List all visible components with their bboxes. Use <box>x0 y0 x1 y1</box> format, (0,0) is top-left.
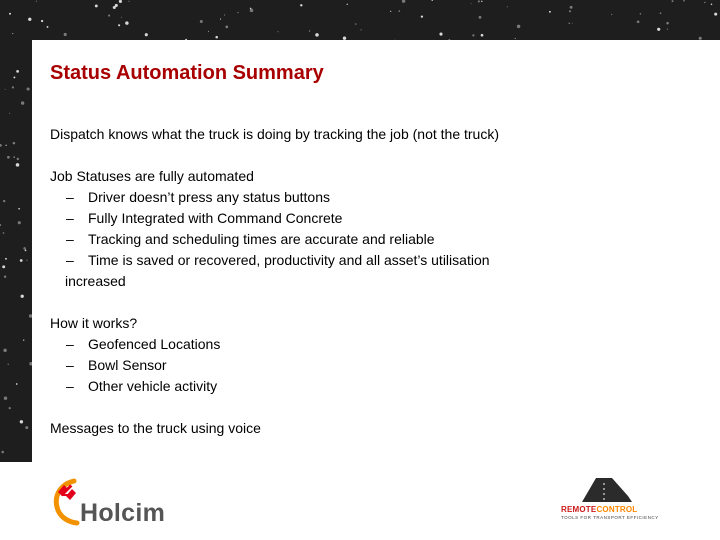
speckle <box>26 260 27 261</box>
speckle <box>28 18 31 21</box>
bullet-text: Geofenced Locations <box>88 336 221 352</box>
speckle <box>432 0 433 1</box>
bullet-dash: – <box>66 210 74 226</box>
remote-word: REMOTE <box>561 505 597 514</box>
speckle <box>238 12 239 13</box>
speckle <box>471 3 472 4</box>
bullet-item <box>50 376 650 397</box>
speckle <box>25 426 28 429</box>
speckle <box>5 258 7 260</box>
speckle <box>64 33 67 36</box>
speckle <box>200 20 203 23</box>
speckle <box>569 10 571 12</box>
speckle <box>9 13 11 15</box>
statuses-section <box>50 166 650 292</box>
speckle <box>472 34 474 36</box>
speckle <box>361 29 362 30</box>
speckle <box>129 1 130 2</box>
speckle <box>17 158 19 160</box>
speckle <box>660 12 662 14</box>
speckle <box>3 232 5 234</box>
speckle <box>704 2 705 3</box>
speckle <box>572 23 573 24</box>
bullet-item <box>50 355 650 376</box>
speckle <box>20 259 23 262</box>
speckle <box>16 70 19 73</box>
speckle <box>16 163 20 167</box>
bullet-text: Fully Integrated with Command Concrete <box>88 210 343 226</box>
speckle <box>507 6 508 7</box>
control-word: CONTROL <box>596 505 638 514</box>
speckle <box>9 407 11 409</box>
speckle <box>683 0 685 2</box>
speckle <box>5 89 6 90</box>
speckle <box>1 451 4 454</box>
speckle <box>36 1 37 2</box>
speckle <box>13 76 15 78</box>
bullet-item <box>50 250 650 271</box>
speckle <box>95 4 98 7</box>
speckle <box>108 15 110 17</box>
slide-body <box>50 124 650 460</box>
speckle <box>125 21 128 24</box>
speckle <box>3 200 5 202</box>
speckle <box>657 28 660 31</box>
speckle <box>478 0 480 2</box>
speckle <box>300 4 302 6</box>
speckle <box>4 396 7 399</box>
speckle <box>8 364 9 365</box>
speckle <box>20 420 23 423</box>
speckle <box>23 339 24 340</box>
speckle <box>215 36 218 39</box>
speckle <box>517 25 521 29</box>
speckle <box>121 17 122 18</box>
speckle <box>479 16 482 19</box>
speckle <box>2 265 5 268</box>
speckle <box>5 145 6 146</box>
speckle <box>309 30 310 31</box>
bullet-item <box>50 229 650 250</box>
speckle <box>711 3 713 5</box>
speckle <box>347 4 348 5</box>
bullet-text: Tracking and scheduling times are accurate and reliable <box>88 231 435 247</box>
speckle <box>208 31 209 32</box>
bullet-text: Driver doesn’t press any status buttons <box>88 189 331 205</box>
slide-title: Status Automation Summary <box>50 62 324 84</box>
messages-line: Messages to the truck using voice <box>50 420 261 436</box>
holcim-logo-orange-arc <box>56 481 77 523</box>
speckle <box>225 26 228 29</box>
speckle <box>421 15 423 17</box>
bullet-dash: – <box>66 378 74 394</box>
speckle <box>18 221 21 224</box>
bullet-text: Other vehicle activity <box>88 378 218 394</box>
speckle <box>672 0 674 2</box>
speckle <box>315 33 319 37</box>
speckle <box>3 349 6 352</box>
speckle <box>18 208 20 210</box>
speckle <box>0 224 1 226</box>
speckle <box>4 275 6 277</box>
speckle <box>0 144 2 147</box>
speckle <box>9 113 10 114</box>
speckle <box>515 38 516 39</box>
speckle <box>355 23 357 25</box>
speckle <box>611 14 612 15</box>
speckle <box>21 101 24 104</box>
how-section <box>50 313 650 397</box>
road-shape <box>582 478 632 502</box>
bullet-text: Bowl Sensor <box>88 357 167 373</box>
bullet-dash: – <box>66 189 74 205</box>
bullet-dash: – <box>66 357 74 373</box>
speckle <box>23 247 26 250</box>
speckle <box>667 29 668 30</box>
how-heading: How it works? <box>50 315 138 331</box>
bullet-text: Time is saved or recovered, productivity and all asset’s utilisation <box>88 252 490 268</box>
holcim-wordmark: Holcim <box>80 499 166 527</box>
speckle <box>115 4 118 7</box>
speckle <box>145 33 148 36</box>
speckle <box>12 33 13 34</box>
speckle <box>402 0 405 3</box>
speckle <box>224 14 225 15</box>
speckle <box>13 142 16 145</box>
speckle <box>25 250 27 252</box>
bullet-continuation: increased <box>65 273 126 289</box>
bullet-dash: – <box>66 336 74 352</box>
speckle <box>570 6 573 9</box>
speckle <box>714 13 717 16</box>
bullet-item <box>50 187 650 208</box>
speckle <box>439 33 442 36</box>
speckle <box>250 9 254 13</box>
speckle <box>549 11 551 13</box>
bullet-dash: – <box>66 252 74 268</box>
speckle <box>118 24 120 26</box>
bullet-item <box>50 334 650 355</box>
speckle <box>398 10 400 12</box>
speckle <box>569 23 571 25</box>
remote-control-tagline: TOOLS FOR TRANSPORT EFFICIENCY <box>561 515 659 520</box>
speckle <box>220 19 221 20</box>
speckle <box>119 0 122 3</box>
speckle <box>277 31 278 32</box>
speckle <box>637 20 640 23</box>
dispatch-line: Dispatch knows what the truck is doing by tracking the job (not the truck) <box>50 126 499 142</box>
speckle <box>12 86 14 88</box>
speckle <box>47 26 49 28</box>
speckle <box>481 34 484 37</box>
speckle <box>16 383 18 385</box>
speckle <box>640 13 642 15</box>
speckle <box>390 11 391 12</box>
speckle <box>41 20 43 22</box>
statuses-heading: Job Statuses are fully automated <box>50 168 254 184</box>
speckle <box>7 156 10 159</box>
speckle <box>481 1 482 2</box>
remote-control-wordmark <box>561 505 637 514</box>
speckle <box>14 157 15 158</box>
speckle <box>666 22 669 25</box>
bullet-dash: – <box>66 231 74 247</box>
speckle <box>21 295 24 298</box>
bullet-item <box>50 208 650 229</box>
speckle <box>27 87 30 90</box>
